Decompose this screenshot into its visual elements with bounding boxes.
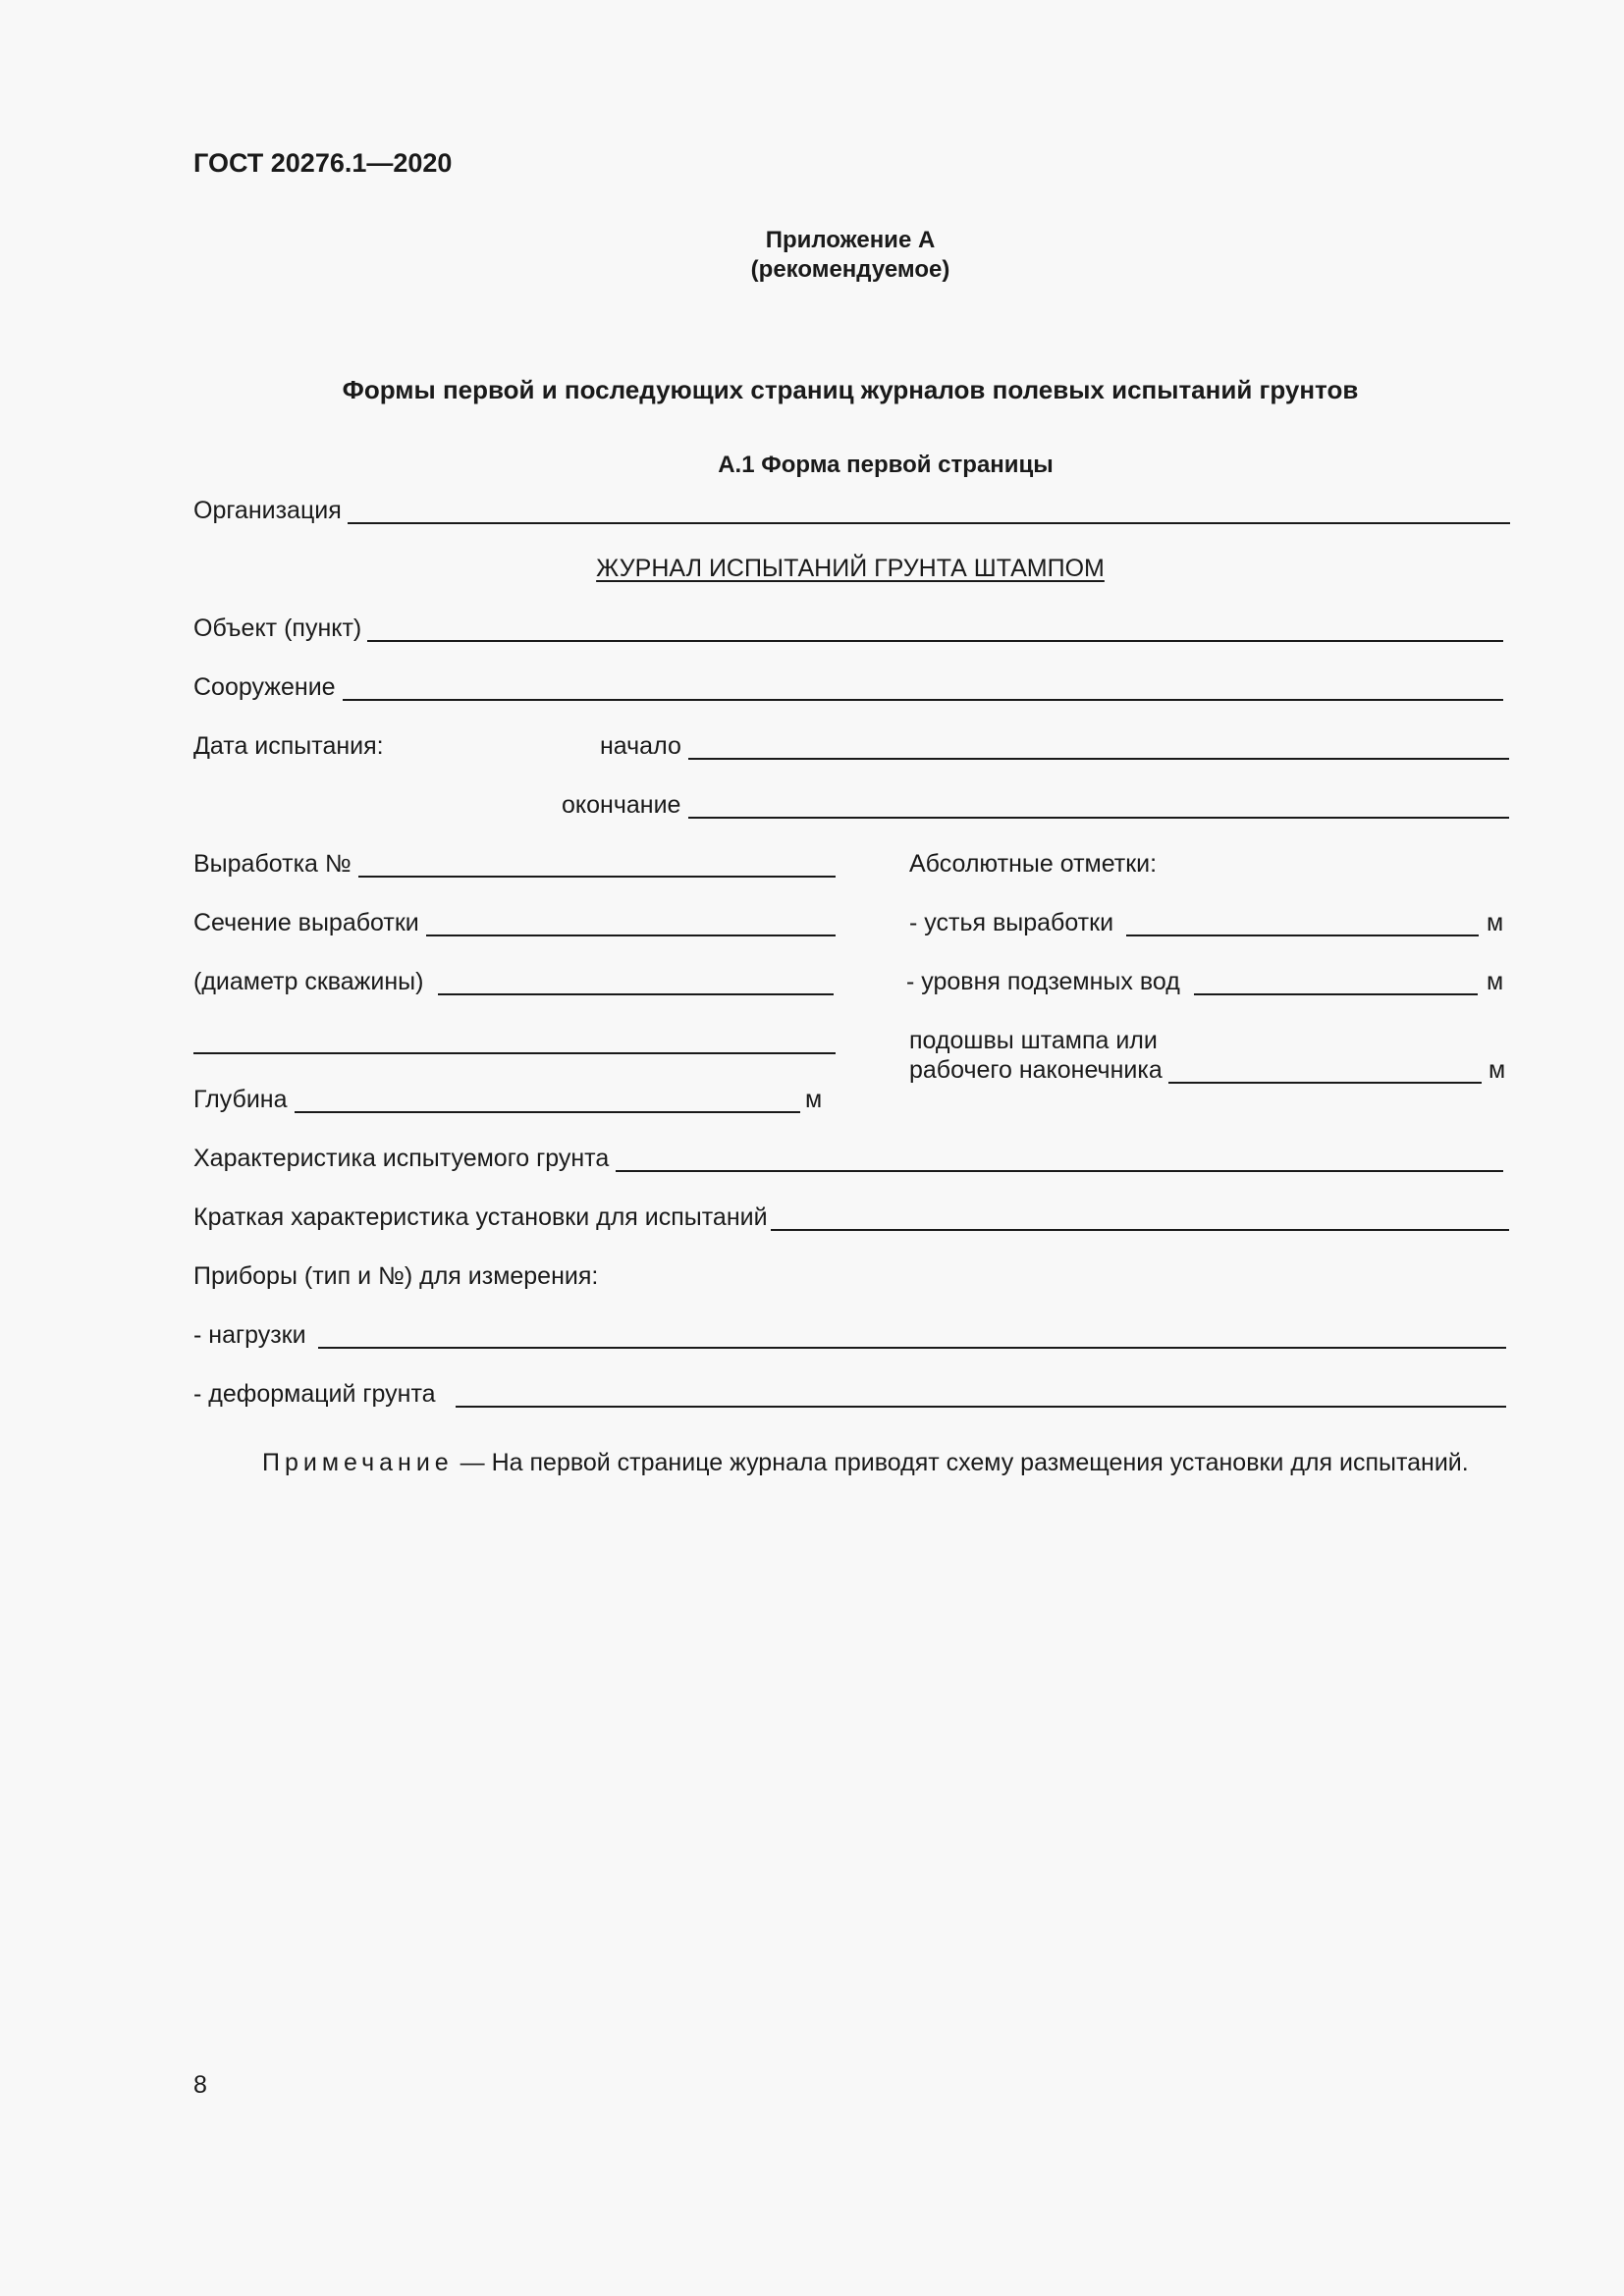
note-label: Примечание xyxy=(262,1449,454,1476)
groundwater-field[interactable] xyxy=(1194,993,1478,995)
load-label: - нагрузки xyxy=(193,1321,306,1349)
stamp-base-label-line1: подошвы штампа или xyxy=(909,1027,1158,1054)
main-title: Формы первой и последующих страниц журналов полевых испытаний грунтов xyxy=(342,375,1359,404)
depth-field[interactable] xyxy=(295,1111,800,1113)
organization-field[interactable] xyxy=(348,522,1510,524)
object-field[interactable] xyxy=(367,640,1503,642)
well-diameter-field[interactable] xyxy=(438,993,834,995)
end-date-field[interactable] xyxy=(688,817,1509,819)
object-label: Объект (пункт) xyxy=(193,614,362,642)
structure-field[interactable] xyxy=(343,699,1503,701)
standard-code: ГОСТ 20276.1—2020 xyxy=(193,148,453,178)
stamp-base-label-line2: рабочего наконечника xyxy=(909,1056,1163,1084)
mouth-field[interactable] xyxy=(1126,934,1479,936)
stamp-base-field[interactable] xyxy=(1168,1082,1482,1084)
deformation-label: - деформаций грунта xyxy=(193,1380,436,1408)
groundwater-label: - уровня подземных вод xyxy=(906,968,1180,995)
structure-label: Сооружение xyxy=(193,673,336,701)
note xyxy=(262,1448,1469,1477)
soil-characteristic-field[interactable] xyxy=(616,1170,1503,1172)
excavation-field[interactable] xyxy=(358,876,836,878)
extra-blank-field[interactable] xyxy=(193,1052,836,1054)
excavation-section-label: Сечение выработки xyxy=(193,909,419,936)
mouth-unit: м xyxy=(1487,909,1504,936)
mouth-label: - устья выработки xyxy=(909,909,1114,936)
depth-label: Глубина xyxy=(193,1086,288,1113)
excavation-label: Выработка № xyxy=(193,850,352,878)
test-date-label: Дата испытания: xyxy=(193,732,384,760)
load-instrument-field[interactable] xyxy=(318,1347,1506,1349)
soil-characteristic-label: Характеристика испытуемого грунта xyxy=(193,1145,610,1172)
absolute-marks-label: Абсолютные отметки: xyxy=(909,850,1158,878)
annex-status: (рекомендуемое) xyxy=(750,256,950,283)
stamp-base-unit: м xyxy=(1489,1056,1506,1084)
section-title: А.1 Форма первой страницы xyxy=(718,452,1054,478)
start-label: начало xyxy=(600,732,681,760)
excavation-section-field[interactable] xyxy=(426,934,836,936)
instruments-label: Приборы (тип и №) для измерения: xyxy=(193,1262,599,1290)
setup-characteristic-label: Краткая характеристика установки для испытаний xyxy=(193,1203,768,1231)
deformation-instrument-field[interactable] xyxy=(456,1406,1506,1408)
start-date-field[interactable] xyxy=(688,758,1509,760)
setup-characteristic-field[interactable] xyxy=(771,1229,1509,1231)
well-diameter-label: (диаметр скважины) xyxy=(193,968,424,995)
depth-unit: м xyxy=(805,1086,823,1113)
annex-title: Приложение А xyxy=(765,227,936,253)
end-label: окончание xyxy=(562,791,681,819)
organization-label: Организация xyxy=(193,497,342,524)
page-number: 8 xyxy=(193,2071,207,2099)
journal-title: ЖУРНАЛ ИСПЫТАНИЙ ГРУНТА ШТАМПОМ xyxy=(596,555,1105,582)
note-text: — На первой странице журнала приводят схему размещения установки для испытаний. xyxy=(453,1449,1469,1476)
groundwater-unit: м xyxy=(1487,968,1504,995)
